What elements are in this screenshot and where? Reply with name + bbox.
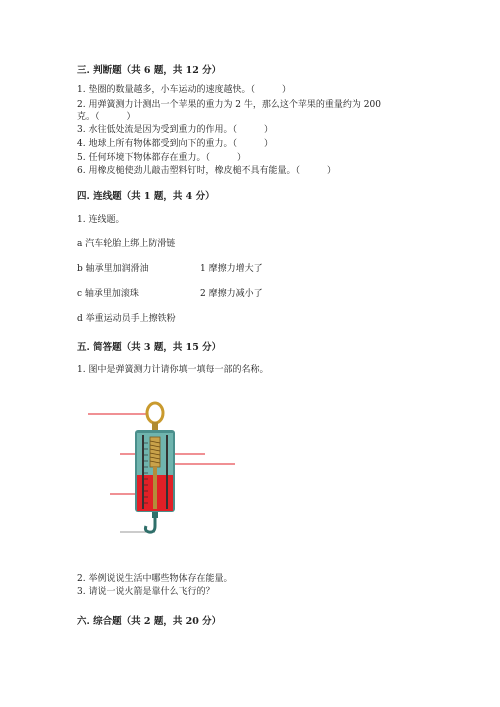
- section-title-short-answer: 五. 简答题（共 3 题，共 15 分）: [77, 342, 222, 353]
- judge-question-3: 3. 水往低处流是因为受到重力的作用。（ ）: [77, 125, 273, 135]
- judge-question-6: 6. 用橡皮槌使劲儿敲击塑料钉时，橡皮槌不具有能量。（ ）: [77, 166, 336, 176]
- judge-question-4: 4. 地球上所有物体都受到向下的重力。（ ）: [77, 139, 273, 149]
- matching-left-d: d 举重运动员手上擦铁粉: [77, 314, 176, 324]
- section-title-matching: 四. 连线题（共 1 题，共 4 分）: [77, 191, 215, 202]
- scale-body: [135, 430, 175, 512]
- short-question-1: 1. 图中是弹簧测力计请你填一填每一部的名称。: [77, 365, 269, 375]
- matching-question-title: 1. 连线题。: [77, 215, 125, 225]
- section-title-judgment: 三. 判断题（共 6 题，共 12 分）: [77, 65, 222, 76]
- ring-icon: [147, 403, 163, 430]
- matching-right-2: 2 摩擦力减小了: [200, 289, 263, 299]
- matching-left-b: b 轴承里加润滑油: [77, 264, 149, 274]
- matching-left-c: c 轴承里加滚珠: [77, 289, 139, 299]
- judge-question-2-line2: 克。（ ）: [77, 112, 136, 122]
- spring-scale-figure: [80, 395, 250, 545]
- short-question-3: 3. 请说一说火箭是靠什么飞行的？: [77, 587, 215, 597]
- matching-left-a: a 汽车轮胎上绑上防滑链: [77, 239, 176, 249]
- hook-icon: [145, 512, 158, 532]
- judge-question-1: 1. 垫圈的数量越多，小车运动的速度越快。（ ）: [77, 85, 291, 95]
- judge-question-2-line1: 2. 用弹簧测力计测出一个苹果的重力为 2 牛，那么这个苹果的重量约为 200: [77, 100, 381, 110]
- matching-right-1: 1 摩擦力增大了: [200, 264, 263, 274]
- judge-question-5: 5. 任何环境下物体都存在重力。（ ）: [77, 153, 246, 163]
- short-question-2: 2. 举例说说生活中哪些物体存在能量。: [77, 574, 233, 584]
- section-title-comprehensive: 六. 综合题（共 2 题，共 20 分）: [77, 616, 222, 627]
